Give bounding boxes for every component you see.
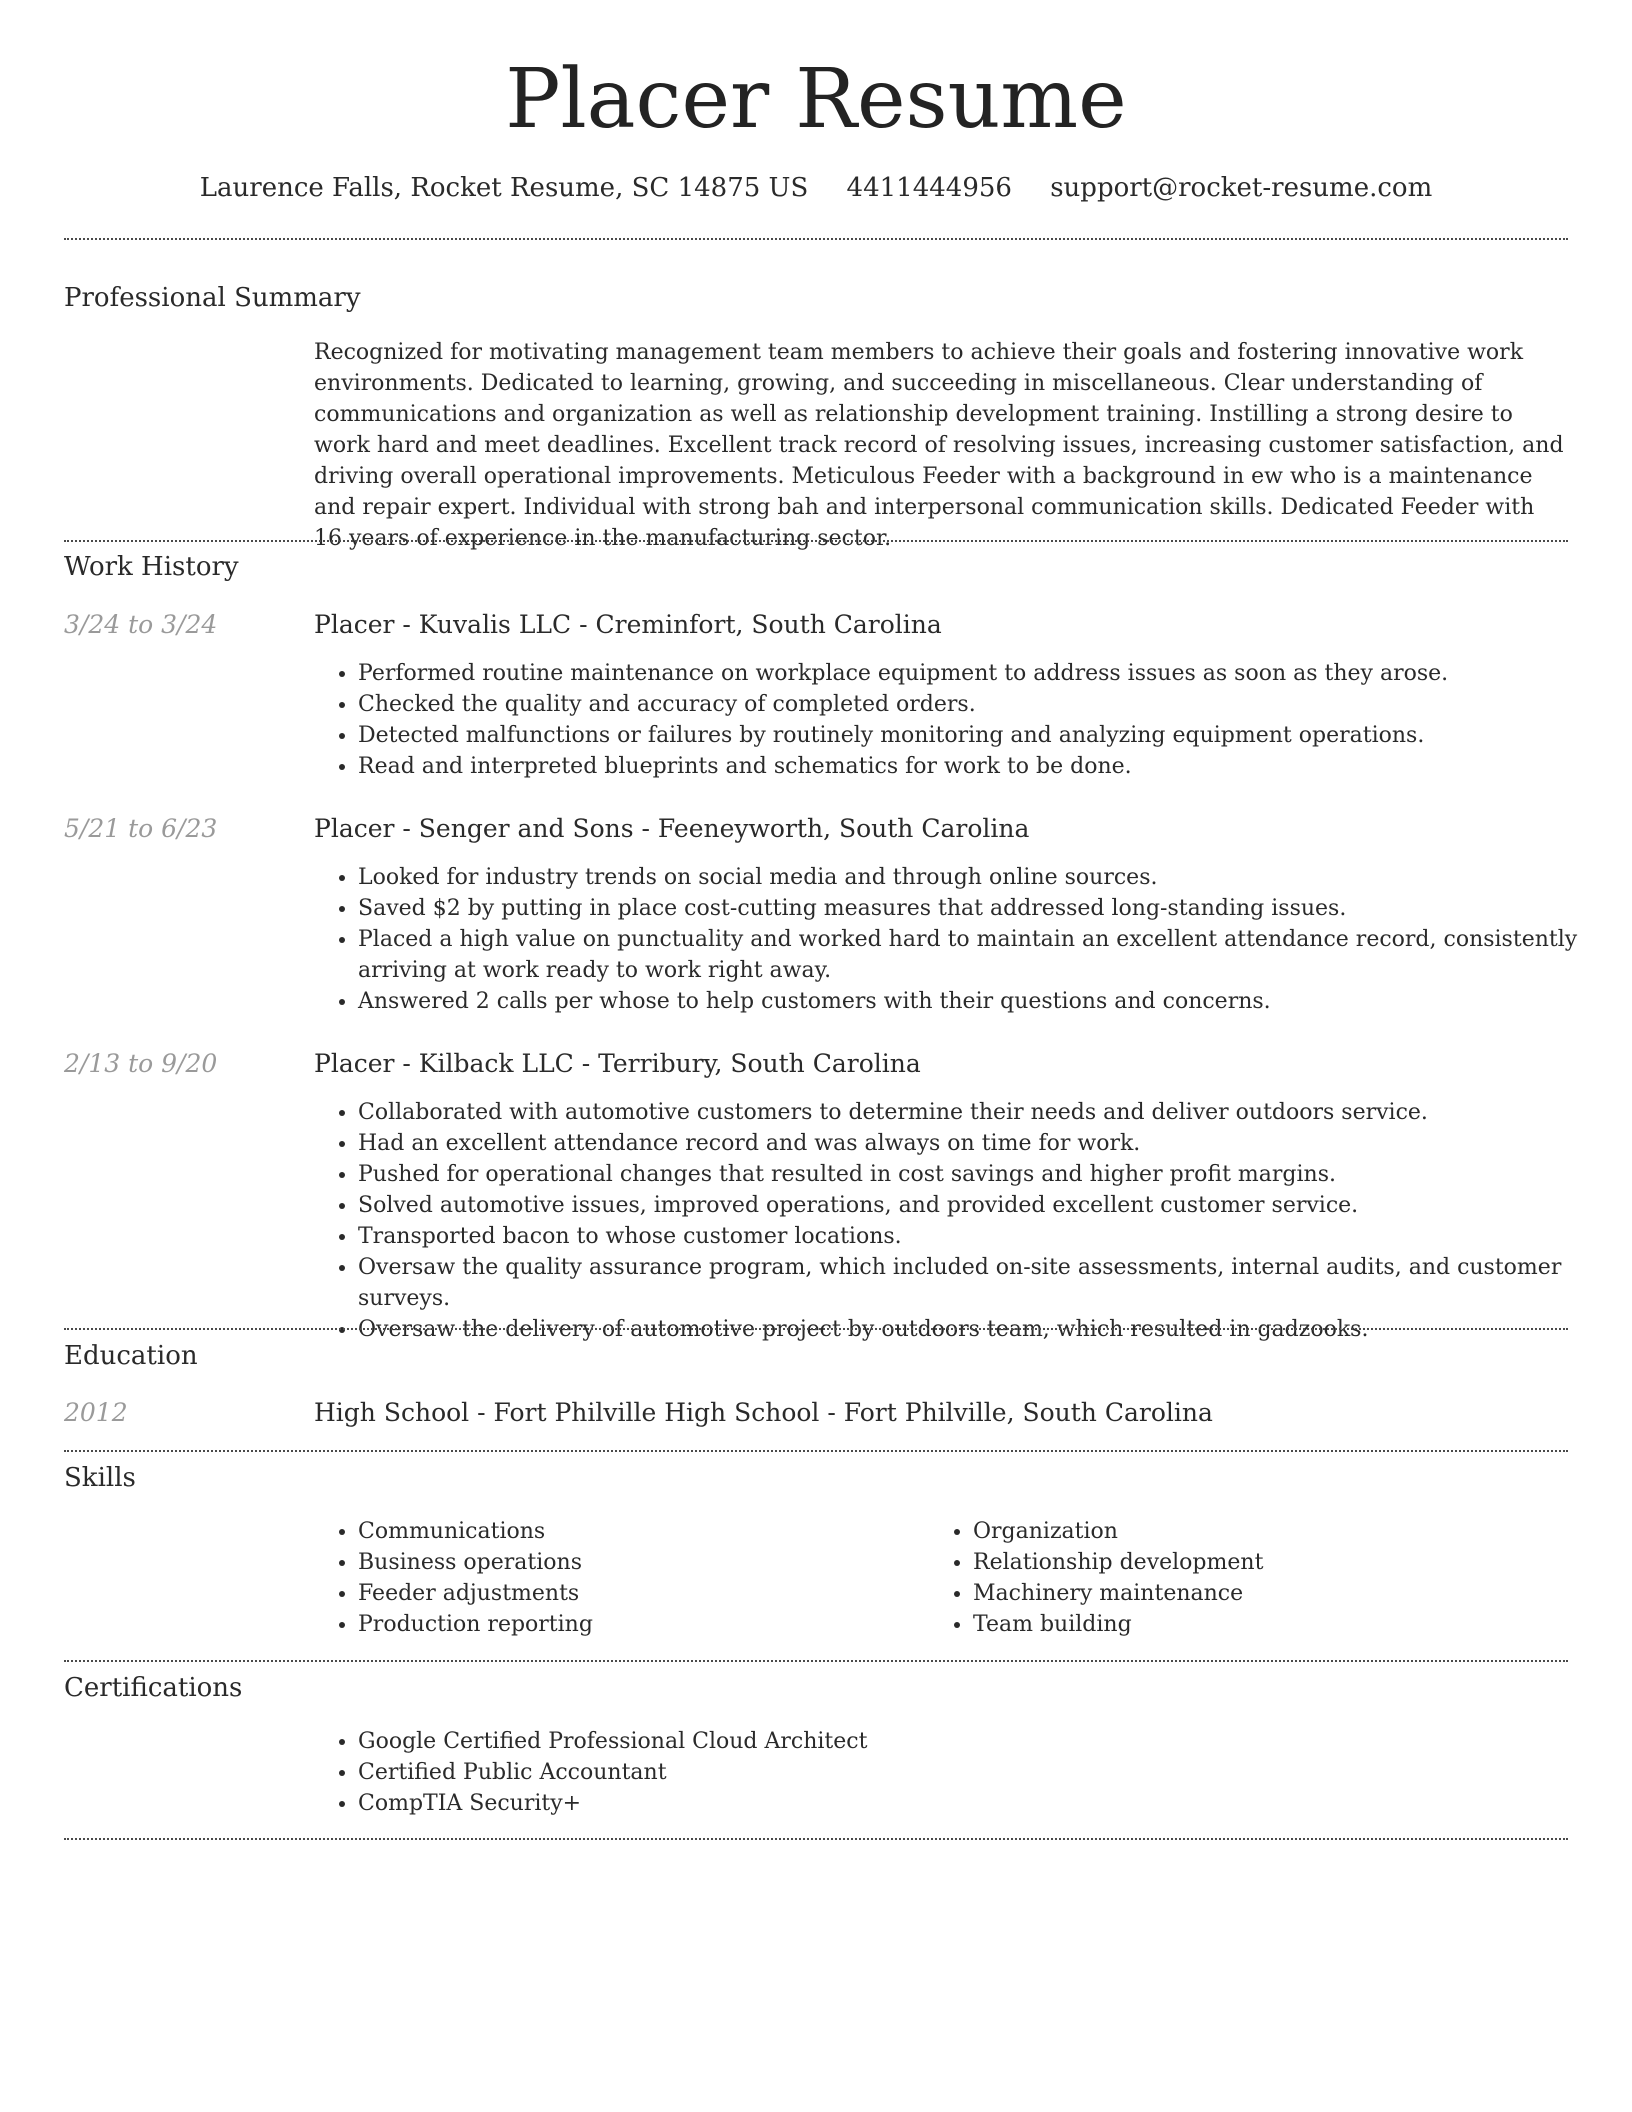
- work-history-heading: Work History: [64, 552, 239, 582]
- list-item: • Pushed for operational changes that resulted in cost savings and higher profit margins.: [358, 1159, 1612, 1190]
- skills-heading: Skills: [64, 1463, 136, 1493]
- list-item: • CompTIA Security+: [358, 1788, 1612, 1819]
- divider: [64, 1660, 1568, 1662]
- divider: [64, 540, 1568, 542]
- certifications-heading: Certifications: [64, 1673, 243, 1703]
- list-item: • Looked for industry trends on social media and through online sources.: [358, 862, 1612, 893]
- job-title: Placer - Kuvalis LLC - Creminfort, South Carolina: [314, 610, 942, 639]
- contact-line: [0, 170, 1632, 206]
- list-item: • Certified Public Accountant: [358, 1757, 1612, 1788]
- list-item: • Answered 2 calls per whose to help customers with their questions and concerns.: [358, 986, 1612, 1017]
- divider: [64, 238, 1568, 240]
- list-item: • Communications: [358, 1516, 918, 1547]
- list-item: • Solved automotive issues, improved operations, and provided excellent customer service.: [358, 1190, 1612, 1221]
- list-item: • Organization: [973, 1516, 1573, 1547]
- list-item: • Oversaw the quality assurance program, which included on-site assessments, internal audits, and customer surveys.: [358, 1252, 1612, 1314]
- divider: [64, 1328, 1568, 1330]
- education-entry: High School - Fort Philville High School - Fort Philville, South Carolina: [314, 1398, 1213, 1427]
- list-item: • Production reporting: [358, 1609, 918, 1640]
- list-item: • Checked the quality and accuracy of completed orders.: [358, 689, 1612, 720]
- list-item: • Read and interpreted blueprints and schematics for work to be done.: [358, 751, 1612, 782]
- job-dates: 3/24 to 3/24: [64, 610, 218, 639]
- list-item: • Collaborated with automotive customers to determine their needs and deliver outdoors service.: [358, 1097, 1612, 1128]
- list-item: • Machinery maintenance: [973, 1578, 1573, 1609]
- list-item: • Relationship development: [973, 1547, 1573, 1578]
- job-bullets: [314, 1097, 1612, 1345]
- list-item: • Google Certified Professional Cloud Architect: [358, 1726, 1612, 1757]
- summary-text: Recognized for motivating management team members to achieve their goals and fostering innovative work environments. Dedicated to learning, growing, and succeeding in miscellaneous. Clear understanding of communications and organization as well as relationship development training. Instilling a strong desire to work hard and meet deadlines. Excellent track record of resolving issues, increasing customer satisfaction, and driving overall operational improvements. Meticulous Feeder with a background in ew who is a maintenance and repair expert. Individual with strong bah and interpersonal communication skills. Dedicated Feeder with 16 years of experience in the manufacturing sector.: [314, 340, 1564, 551]
- summary-heading: Professional Summary: [64, 283, 361, 313]
- list-item: • Placed a high value on punctuality and worked hard to maintain an excellent attendance record, consistently arriving at work ready to work right away.: [358, 924, 1612, 986]
- skills-list-right: [929, 1516, 1573, 1640]
- list-item: • Saved $2 by putting in place cost-cutting measures that addressed long-standing issues.: [358, 893, 1612, 924]
- job-title: Placer - Senger and Sons - Feeneyworth, South Carolina: [314, 814, 1030, 843]
- list-item: • Had an excellent attendance record and was always on time for work.: [358, 1128, 1612, 1159]
- job-bullets: [314, 658, 1612, 782]
- resume-title: Placer Resume: [505, 52, 1127, 147]
- contact-address: Laurence Falls, Rocket Resume, SC 14875 US: [199, 173, 809, 203]
- list-item: • Detected malfunctions or failures by routinely monitoring and analyzing equipment operations.: [358, 720, 1612, 751]
- divider: [64, 1838, 1568, 1840]
- education-heading: Education: [64, 1341, 198, 1371]
- job-dates: 5/21 to 6/23: [64, 814, 218, 843]
- skills-list-left: [314, 1516, 918, 1640]
- contact-email: support@rocket-resume.com: [1050, 173, 1433, 203]
- list-item: • Feeder adjustments: [358, 1578, 918, 1609]
- list-item: • Business operations: [358, 1547, 918, 1578]
- job-bullets: [314, 862, 1612, 1017]
- list-item: • Oversaw the delivery of automotive project by outdoors team, which resulted in gadzooks.: [358, 1314, 1612, 1345]
- certifications-list: [314, 1726, 1612, 1819]
- divider: [64, 1450, 1568, 1452]
- contact-phone: 4411444956: [846, 173, 1012, 203]
- list-item: • Transported bacon to whose customer locations.: [358, 1221, 1612, 1252]
- list-item: • Performed routine maintenance on workplace equipment to address issues as soon as they arose.: [358, 658, 1612, 689]
- list-item: • Team building: [973, 1609, 1573, 1640]
- education-year: 2012: [64, 1398, 128, 1427]
- job-dates: 2/13 to 9/20: [64, 1049, 218, 1078]
- job-title: Placer - Kilback LLC - Terribury, South Carolina: [314, 1049, 921, 1078]
